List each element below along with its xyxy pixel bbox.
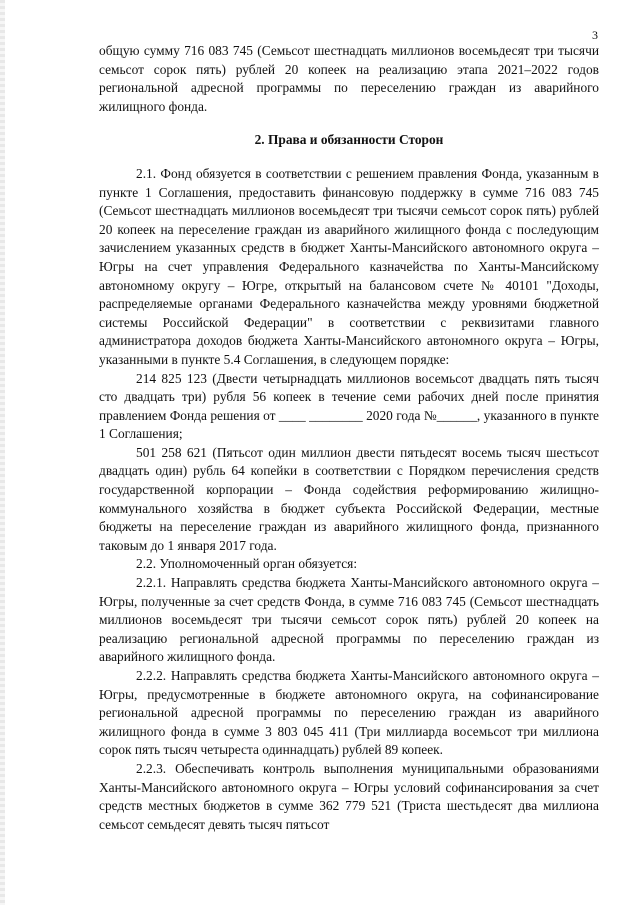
scan-binding-edge xyxy=(0,0,5,905)
paragraph-2-2-3: 2.2.3. Обеспечивать контроль выполнения муниципальными образованиями Ханты-Мансийского автономного округа – Югры условий софинансирования за счет средств местных бюджетов в сумме 362 779 521 (Триста шестьдесят два миллиона семьсот семьдесят девять тысяч пятьсот xyxy=(99,760,599,832)
paragraph-continuation: общую сумму 716 083 745 (Семьсот шестнадцать миллионов восемьдесят три тысячи семьсот сорок пять) рублей 20 копеек на реализацию этапа 2021–2022 годов региональной адресной программы по переселению граждан из аварийного жилищного фонда. xyxy=(99,43,599,114)
paragraph-2-1: 2.1. Фонд обязуется в соответствии с решением правления Фонда, указанным в пункте 1 Соглашения, предоставить финансовую поддержку в сумме 716 083 745 (Семьсот шестнадцать миллионов восемьдесят три тысячи семьсот сорок пять) рублей 20 копеек на переселение граждан из аварийного жилищного фонда с последующим зачислением указанных средств в бюджет Ханты-Мансийского автономного округа – Югры на счет управления Федерального казначейства по Ханты-Мансийскому автономному округу – Югре, открытый на балансовом счете № 40101 "Доходы, распределяемые органами Федерального казначейства между уровнями бюджетной системы Российской Федерации" в соответствии с реквизитами главного администратора доходов бюджета Ханты-Мансийского автономного округа – Югры, указанными в пункте 5.4 Соглашения, в следующем порядке: xyxy=(99,165,599,367)
paragraph-second-tranche: 501 258 621 (Пятьсот один миллион двести пятьдесят восемь тысяч шестьсот двадцать один) рубль 64 копейки в соответствии с Порядком перечисления средств государственной корпорации – Фонда содействия реформированию жилищно-коммунального хозяйства в бюджет субъекта Российской Федерации, местные бюджеты на переселение граждан из аварийного жилищного фонда, признанного таковым до 1 января 2017 года. xyxy=(99,444,599,553)
section-title: 2. Права и обязанности Сторон xyxy=(254,132,444,148)
paragraph-2-2: 2.2. Уполномоченный орган обязуется: xyxy=(136,556,358,572)
page-number: 3 xyxy=(592,28,598,42)
document-body xyxy=(99,42,599,834)
paragraph-first-tranche: 214 825 123 (Двести четырнадцать миллионов восемьсот двадцать пять тысяч сто двадцать три) рубля 56 копеек в течение семи рабочих дней после принятия правлением Фонда решения от ____ ________ 2020 года №______, указанного в пункте 1 Соглашения; xyxy=(99,370,599,442)
paragraph-2-2-2: 2.2.2. Направлять средства бюджета Ханты-Мансийского автономного округа – Югры, предусмотренные в бюджете автономного округа, на софинансирование региональной адресной программы по переселению граждан из аварийного жилищного фонда в сумме 3 803 045 411 (Три миллиарда восемьсот три миллиона сорок пять тысяч четыреста одиннадцать) рублей 89 копеек. xyxy=(99,668,599,758)
paragraph-2-2-1: 2.2.1. Направлять средства бюджета Ханты-Мансийского автономного округа – Югры, полученные за счет средств Фонда, в сумме 716 083 745 (Семьсот шестнадцать миллионов восемьдесят три тысячи семьсот сорок пять) рублей 20 копеек на реализацию региональной адресной программы по переселению граждан из аварийного жилищного фонда. xyxy=(99,575,599,665)
